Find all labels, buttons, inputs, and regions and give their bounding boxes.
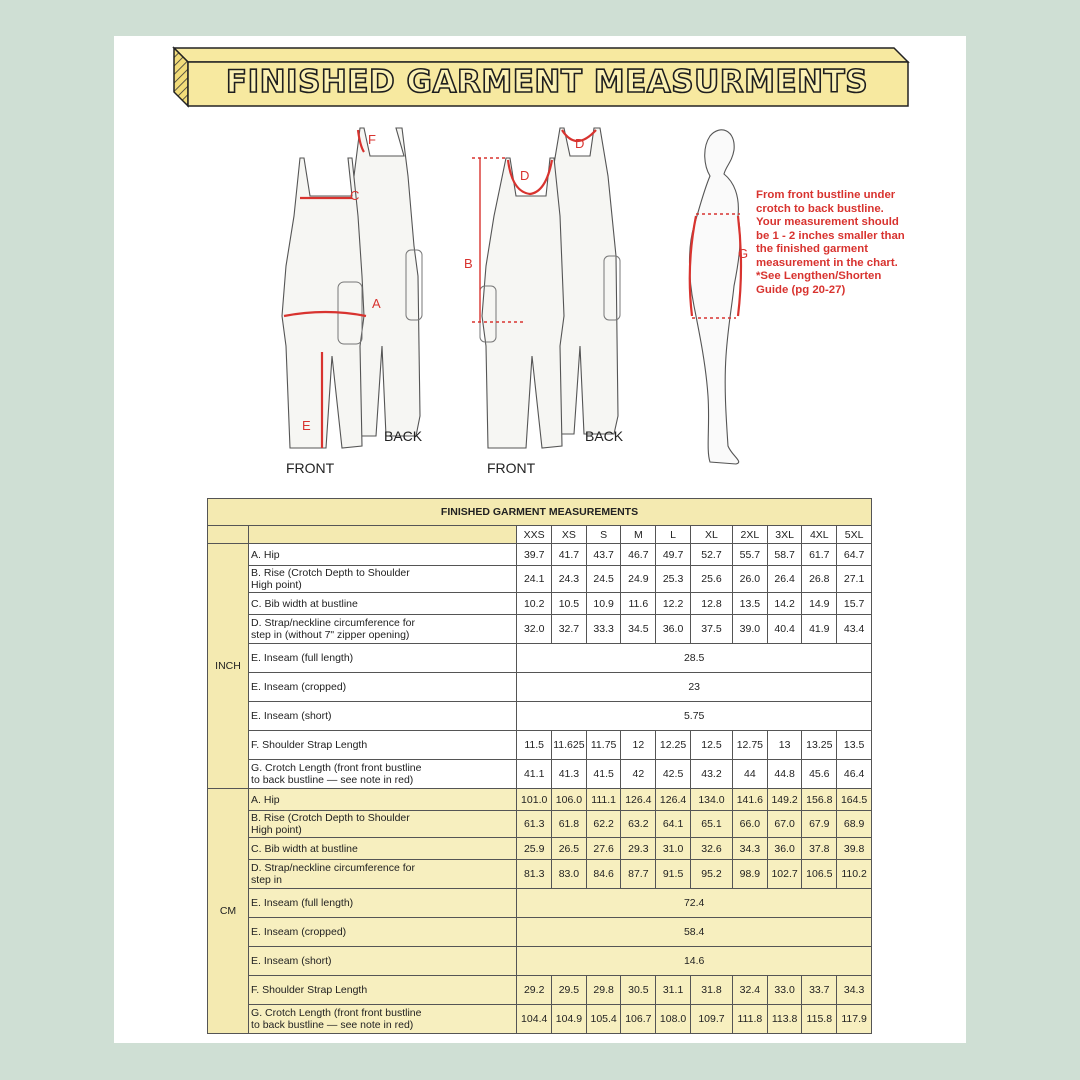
mark-f: F	[368, 132, 376, 147]
measurement-value: 45.6	[802, 760, 837, 789]
table-row	[208, 918, 872, 947]
measurement-value: 13.5	[837, 731, 872, 760]
measurement-value: 34.3	[733, 838, 768, 860]
measurement-value: 33.7	[802, 976, 837, 1005]
mark-d-back: D	[575, 136, 585, 151]
measurement-value: 126.4	[656, 789, 691, 811]
size-header: XXS	[517, 526, 552, 544]
measurement-value: 25.9	[517, 838, 552, 860]
measurement-value: 30.5	[621, 976, 656, 1005]
overalls-drawings	[114, 116, 966, 516]
measurement-label: G. Crotch Length (front front bustline to back bustline — see note in red)	[249, 760, 517, 789]
table-row	[208, 976, 872, 1005]
measurement-value: 15.7	[837, 593, 872, 615]
size-header: 4XL	[802, 526, 837, 544]
mark-d-front: D	[520, 168, 530, 183]
measurement-value: 12.2	[656, 593, 691, 615]
measurement-table	[207, 498, 872, 1034]
measurement-value: 5.75	[517, 702, 872, 731]
measurement-value: 12.5	[690, 731, 732, 760]
measurement-value: 13.5	[733, 593, 768, 615]
measurement-value: 33.0	[767, 976, 802, 1005]
measurement-label: D. Strap/neckline circumference for step in	[249, 860, 517, 889]
table-row	[208, 673, 872, 702]
measurement-value: 109.7	[690, 1005, 732, 1034]
size-header: L	[656, 526, 691, 544]
table-row	[208, 615, 872, 644]
measurement-value: 41.7	[552, 544, 587, 566]
measurement-value: 33.3	[586, 615, 621, 644]
measurement-value: 40.4	[767, 615, 802, 644]
measurement-value: 87.7	[621, 860, 656, 889]
measurement-value: 26.5	[552, 838, 587, 860]
mark-g: G	[738, 246, 749, 261]
measurement-value: 34.3	[837, 976, 872, 1005]
table-row	[208, 811, 872, 838]
measurement-label: E. Inseam (short)	[249, 947, 517, 976]
measurement-value: 66.0	[733, 811, 768, 838]
measurement-value: 24.5	[586, 566, 621, 593]
measurement-value: 26.0	[733, 566, 768, 593]
measurement-label: E. Inseam (cropped)	[249, 673, 517, 702]
measurement-value: 164.5	[837, 789, 872, 811]
size-header: XL	[690, 526, 732, 544]
measurement-value: 101.0	[517, 789, 552, 811]
measurement-label: E. Inseam (cropped)	[249, 918, 517, 947]
measurement-value: 42	[621, 760, 656, 789]
pattern-sheet	[114, 36, 966, 1043]
measurement-value: 105.4	[586, 1005, 621, 1034]
measurement-value: 113.8	[767, 1005, 802, 1034]
measurement-value: 43.2	[690, 760, 732, 789]
measurement-label: C. Bib width at bustline	[249, 838, 517, 860]
measurement-value: 39.8	[837, 838, 872, 860]
measurement-value: 63.2	[621, 811, 656, 838]
measurement-value: 41.9	[802, 615, 837, 644]
measurement-value: 42.5	[656, 760, 691, 789]
measurement-value: 12.8	[690, 593, 732, 615]
table-row	[208, 644, 872, 673]
measurement-value: 91.5	[656, 860, 691, 889]
measurement-value: 31.8	[690, 976, 732, 1005]
table-row	[208, 860, 872, 889]
measurement-value: 81.3	[517, 860, 552, 889]
measurement-label: C. Bib width at bustline	[249, 593, 517, 615]
size-header: XS	[552, 526, 587, 544]
size-header: 3XL	[767, 526, 802, 544]
measurement-value: 104.9	[552, 1005, 587, 1034]
measurement-value: 98.9	[733, 860, 768, 889]
title-banner	[172, 42, 912, 102]
measurement-value: 37.5	[690, 615, 732, 644]
garment-illustrations	[114, 116, 966, 516]
measurement-value: 11.75	[586, 731, 621, 760]
measurement-value: 10.2	[517, 593, 552, 615]
measurement-label: A. Hip	[249, 544, 517, 566]
measurement-value: 64.7	[837, 544, 872, 566]
measurement-value: 156.8	[802, 789, 837, 811]
size-header: 5XL	[837, 526, 872, 544]
measurement-label: E. Inseam (full length)	[249, 889, 517, 918]
measurement-value: 49.7	[656, 544, 691, 566]
mark-b: B	[464, 256, 473, 271]
measurement-value: 34.5	[621, 615, 656, 644]
measurement-label: E. Inseam (short)	[249, 702, 517, 731]
measurement-value: 111.1	[586, 789, 621, 811]
measurement-value: 36.0	[656, 615, 691, 644]
measurement-value: 84.6	[586, 860, 621, 889]
measurement-value: 32.4	[733, 976, 768, 1005]
measurement-value: 44	[733, 760, 768, 789]
measurement-value: 134.0	[690, 789, 732, 811]
measurement-value: 36.0	[767, 838, 802, 860]
measurement-value: 55.7	[733, 544, 768, 566]
measurement-value: 12.75	[733, 731, 768, 760]
measurement-value: 26.8	[802, 566, 837, 593]
body-silhouette	[690, 130, 741, 464]
measurement-value: 31.1	[656, 976, 691, 1005]
measurement-value: 13.25	[802, 731, 837, 760]
table-row	[208, 566, 872, 593]
measurement-value: 31.0	[656, 838, 691, 860]
measurement-value: 11.5	[517, 731, 552, 760]
table-row	[208, 838, 872, 860]
measurement-value: 68.9	[837, 811, 872, 838]
measurement-value: 32.0	[517, 615, 552, 644]
measurement-value: 29.8	[586, 976, 621, 1005]
measurement-value: 117.9	[837, 1005, 872, 1034]
measurement-value: 25.3	[656, 566, 691, 593]
measurement-value: 41.5	[586, 760, 621, 789]
measurement-label: G. Crotch Length (front front bustline to back bustline — see note in red)	[249, 1005, 517, 1034]
table-row	[208, 889, 872, 918]
measurement-value: 11.6	[621, 593, 656, 615]
measurement-value: 32.6	[690, 838, 732, 860]
measurement-value: 25.6	[690, 566, 732, 593]
front-view-2	[482, 158, 564, 448]
measurement-value: 24.1	[517, 566, 552, 593]
unit-label: CM	[208, 789, 249, 1034]
measurement-value: 115.8	[802, 1005, 837, 1034]
measurement-value: 111.8	[733, 1005, 768, 1034]
measurement-value: 24.3	[552, 566, 587, 593]
measurement-value: 39.7	[517, 544, 552, 566]
measurement-value: 102.7	[767, 860, 802, 889]
mark-e: E	[302, 418, 311, 433]
measurement-value: 23	[517, 673, 872, 702]
measurement-value: 37.8	[802, 838, 837, 860]
measurement-value: 106.7	[621, 1005, 656, 1034]
measurement-label: B. Rise (Crotch Depth to Shoulder High point)	[249, 566, 517, 593]
size-header: 2XL	[733, 526, 768, 544]
measurement-value: 67.0	[767, 811, 802, 838]
measurement-value: 126.4	[621, 789, 656, 811]
measurement-value: 32.7	[552, 615, 587, 644]
measurement-value: 26.4	[767, 566, 802, 593]
label-front-2: FRONT	[487, 460, 536, 476]
measurement-value: 104.4	[517, 1005, 552, 1034]
label-back-1: BACK	[384, 428, 423, 444]
table-row	[208, 1005, 872, 1034]
measurement-value: 65.1	[690, 811, 732, 838]
crotch-length-note: From front bustline under crotch to back bustline. Your measurement should be 1 - 2 inches smaller than the finished garment measurement in the chart. *See Lengthen/Shorten Guide (pg 20-27)	[756, 189, 905, 296]
measurement-value: 62.2	[586, 811, 621, 838]
measurement-value: 11.625	[552, 731, 587, 760]
measurement-label: D. Strap/neckline circumference for step in (without 7" zipper opening)	[249, 615, 517, 644]
measurement-value: 106.0	[552, 789, 587, 811]
table-row	[208, 789, 872, 811]
measurement-value: 29.2	[517, 976, 552, 1005]
mark-c: C	[350, 188, 360, 203]
size-header-row	[208, 526, 872, 544]
table-title: FINISHED GARMENT MEASUREMENTS	[208, 499, 872, 526]
measurement-value: 83.0	[552, 860, 587, 889]
measurement-value: 43.4	[837, 615, 872, 644]
table-row	[208, 593, 872, 615]
measurement-value: 58.4	[517, 918, 872, 947]
measurement-value: 14.2	[767, 593, 802, 615]
measurement-label: E. Inseam (full length)	[249, 644, 517, 673]
measurement-value: 14.6	[517, 947, 872, 976]
measurement-value: 10.9	[586, 593, 621, 615]
measurement-value: 27.6	[586, 838, 621, 860]
measurement-value: 13	[767, 731, 802, 760]
banner-title: FINISHED GARMENT MEASURMENTS	[225, 64, 869, 100]
measurement-value: 43.7	[586, 544, 621, 566]
measurement-table-wrap	[207, 498, 973, 1034]
table-row	[208, 544, 872, 566]
measurement-value: 27.1	[837, 566, 872, 593]
measurement-value: 44.8	[767, 760, 802, 789]
measurement-value: 149.2	[767, 789, 802, 811]
table-row	[208, 702, 872, 731]
measurement-value: 39.0	[733, 615, 768, 644]
measurement-value: 61.3	[517, 811, 552, 838]
measurement-value: 14.9	[802, 593, 837, 615]
measurement-value: 67.9	[802, 811, 837, 838]
label-back-2: BACK	[585, 428, 624, 444]
table-row	[208, 947, 872, 976]
unit-label: INCH	[208, 544, 249, 789]
measurement-value: 46.4	[837, 760, 872, 789]
measurement-value: 41.3	[552, 760, 587, 789]
measurement-value: 52.7	[690, 544, 732, 566]
measurement-label: F. Shoulder Strap Length	[249, 976, 517, 1005]
measurement-value: 12.25	[656, 731, 691, 760]
measurement-value: 61.7	[802, 544, 837, 566]
mark-a: A	[372, 296, 381, 311]
table-row	[208, 760, 872, 789]
measurement-value: 58.7	[767, 544, 802, 566]
table-row	[208, 731, 872, 760]
measurement-value: 106.5	[802, 860, 837, 889]
measurement-value: 28.5	[517, 644, 872, 673]
measurement-value: 12	[621, 731, 656, 760]
size-header: M	[621, 526, 656, 544]
measurement-label: F. Shoulder Strap Length	[249, 731, 517, 760]
size-header: S	[586, 526, 621, 544]
measurement-value: 95.2	[690, 860, 732, 889]
measurement-label: A. Hip	[249, 789, 517, 811]
measurement-value: 110.2	[837, 860, 872, 889]
measurement-value: 29.5	[552, 976, 587, 1005]
label-front-1: FRONT	[286, 460, 335, 476]
measurement-label: B. Rise (Crotch Depth to Shoulder High point)	[249, 811, 517, 838]
measurement-value: 41.1	[517, 760, 552, 789]
measurement-value: 108.0	[656, 1005, 691, 1034]
measurement-value: 24.9	[621, 566, 656, 593]
measurement-value: 141.6	[733, 789, 768, 811]
measurement-value: 46.7	[621, 544, 656, 566]
measurement-value: 61.8	[552, 811, 587, 838]
measurement-value: 10.5	[552, 593, 587, 615]
measurement-value: 64.1	[656, 811, 691, 838]
measurement-value: 29.3	[621, 838, 656, 860]
measurement-value: 72.4	[517, 889, 872, 918]
